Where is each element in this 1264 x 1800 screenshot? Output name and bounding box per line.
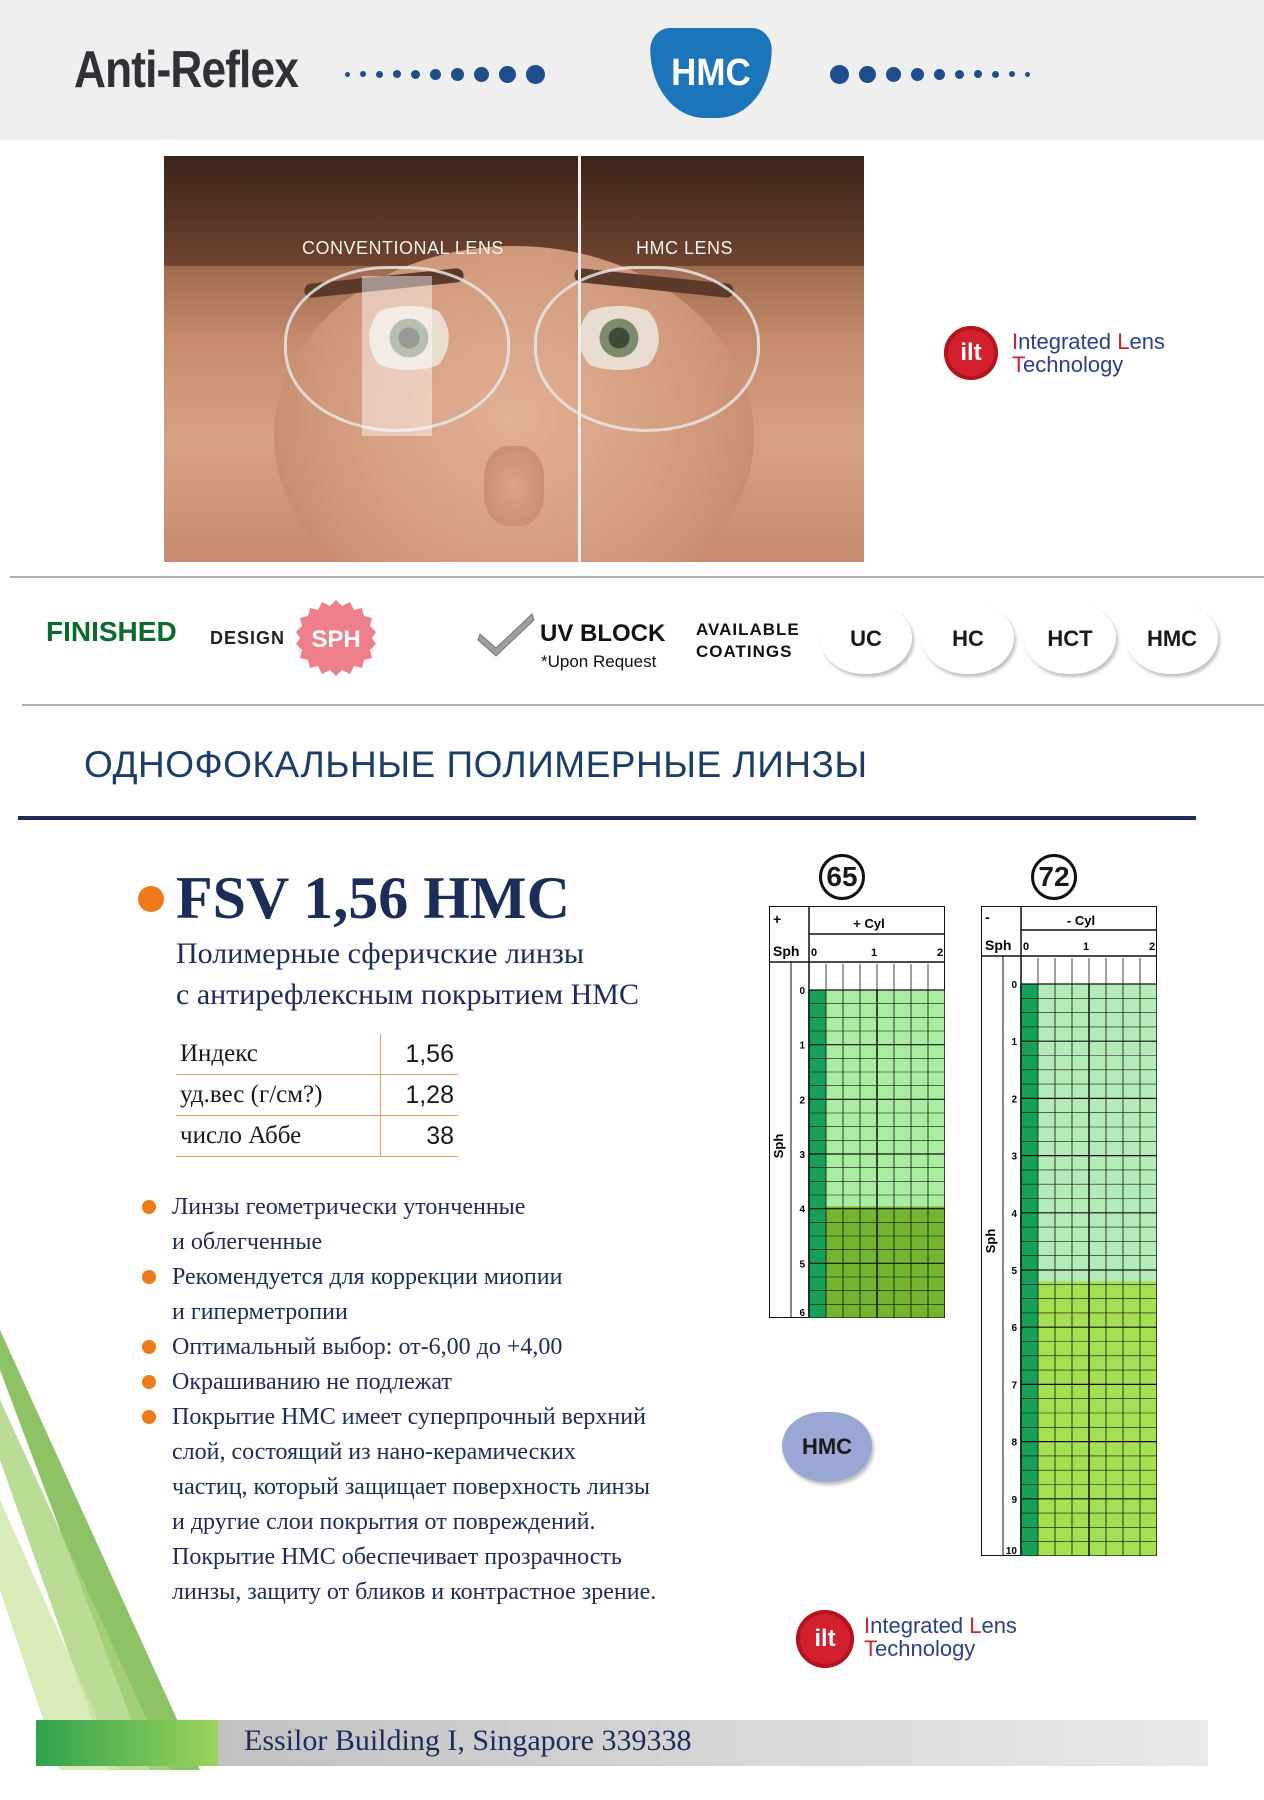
sph-axis-label: Sph	[983, 1228, 998, 1254]
sph-tick: 2	[799, 1095, 805, 1107]
sign-label: +	[773, 911, 782, 927]
dots-left	[345, 62, 545, 86]
feature-item: Рекомендуется для коррекции миопии и гиперметропии	[172, 1264, 563, 1325]
product-description-line2: с антирефлексным покрытием HMC	[176, 978, 639, 1011]
conventional-lens-label: CONVENTIONAL LENS	[302, 238, 504, 258]
product-title: FSV 1,56 HMC	[176, 865, 570, 931]
cyl-label: + Cyl	[853, 916, 885, 931]
sph-badge	[296, 598, 376, 678]
spec-value: 1,56	[381, 1034, 458, 1075]
sph-tick: 4	[799, 1204, 805, 1216]
range-grid-minus	[981, 906, 1157, 1556]
cyl-tick: 1	[1083, 941, 1090, 953]
sph-badge-icon	[296, 598, 376, 678]
finished-label: FINISHED	[46, 616, 177, 647]
sph-tick: 3	[1011, 1151, 1017, 1163]
spec-value: 1,28	[381, 1075, 458, 1116]
sph-tick: 1	[799, 1040, 805, 1052]
available-coatings-line2: COATINGS	[696, 642, 793, 661]
sph-tick: 6	[1011, 1323, 1017, 1335]
feature-item: Оптимальный выбор: от-6,00 до +4,00	[172, 1334, 563, 1360]
sph-tick: 3	[799, 1150, 805, 1161]
sph-tick: 1	[1011, 1037, 1017, 1049]
coating-hc: HC	[922, 604, 1014, 674]
cyl-tick: 2	[1149, 941, 1156, 953]
check-icon	[476, 608, 536, 658]
cyl-tick: 0	[811, 947, 818, 959]
design-label: DESIGN	[210, 628, 286, 648]
hmc-badge: HMC	[650, 28, 771, 118]
sph-tick: 9	[1011, 1494, 1017, 1506]
feature-bullet	[142, 1270, 156, 1284]
divider-top	[10, 576, 1264, 578]
spec-row	[176, 1075, 458, 1116]
sph-tick: 5	[799, 1259, 805, 1271]
sph-tick: 0	[799, 986, 805, 997]
brand-title: Anti-Reflex	[74, 41, 298, 99]
sph-tick: 0	[1011, 980, 1017, 991]
hmc-lens-label: HMC LENS	[636, 238, 734, 258]
coating-hct: HCT	[1024, 604, 1116, 674]
spec-row	[176, 1034, 458, 1075]
sph-tick: 7	[1011, 1380, 1017, 1392]
sph-tick: 10	[1005, 1546, 1017, 1556]
cyl-tick: 1	[871, 947, 878, 959]
lens-comparison-photo	[164, 156, 864, 562]
spec-label: уд.вес (г/см?)	[176, 1075, 381, 1116]
feature-item: Линзы геометрически утонченные и облегченные	[172, 1194, 526, 1255]
spec-table	[176, 1034, 458, 1157]
available-coatings-line1: AVAILABLE	[696, 620, 800, 639]
feature-item: Покрытие HMC имеет суперпрочный верхний слой, состоящий из нано-керамических частиц, который защищает поверхность линзы и другие слои покрытия от повреждений. Покрытие HMC обеспечивает прозрачность линзы, защиту от бликов и контрастное зрение.	[172, 1404, 657, 1605]
footer-address: Essilor Building I, Singapore 339338	[244, 1724, 692, 1757]
sph-tick: 2	[1011, 1094, 1017, 1106]
sph-badge-text: SPH	[311, 626, 361, 653]
diameter-65-badge: 65	[819, 854, 865, 900]
spec-value: 38	[381, 1116, 458, 1157]
feature-item: Окрашиванию не подлежат	[172, 1369, 452, 1395]
ilt-logo-text: Integrated Lens Technology	[1012, 329, 1165, 377]
spec-row	[176, 1116, 458, 1157]
ilt-logo-text: Integrated Lens Technology	[864, 1613, 1017, 1661]
cyl-tick: 2	[937, 947, 944, 959]
sign-label: -	[985, 909, 990, 925]
sph-tick: 5	[1011, 1266, 1017, 1277]
cyl-label: - Cyl	[1066, 913, 1096, 928]
uv-block-note: *Upon Request	[541, 652, 657, 671]
coating-hmc: HMC	[1126, 604, 1218, 674]
sph-tick: 4	[1011, 1208, 1017, 1220]
sph-header: Sph	[773, 943, 800, 959]
sph-tick: 6	[799, 1308, 805, 1318]
ilt-logo: ilt	[796, 1610, 854, 1668]
product-bullet	[138, 886, 164, 912]
divider-bottom	[22, 704, 1264, 706]
spec-label: Индекс	[176, 1034, 381, 1075]
photo-divider	[578, 156, 581, 562]
coating-uc: UC	[820, 604, 912, 674]
feature-bullet	[142, 1200, 156, 1214]
cyl-tick: 0	[1023, 941, 1030, 953]
diameter-72-badge: 72	[1031, 854, 1077, 900]
sph-tick: 8	[1011, 1437, 1017, 1449]
sph-header: Sph	[985, 937, 1012, 953]
footer-accent	[36, 1720, 218, 1766]
hmc-coating-badge: HMC	[782, 1412, 872, 1482]
spec-label: число Аббе	[176, 1116, 381, 1157]
section-rule	[18, 816, 1196, 820]
uv-block-title: UV BLOCK	[540, 620, 666, 647]
ilt-logo: ilt	[944, 326, 998, 380]
sph-axis-label: Sph	[771, 1133, 786, 1159]
product-description-line1: Полимерные сферичские линзы	[176, 937, 585, 970]
range-grid-plus	[769, 906, 945, 1318]
dots-right	[830, 62, 1030, 86]
section-title: ОДНОФОКАЛЬНЫЕ ПОЛИМЕРНЫЕ ЛИНЗЫ	[84, 744, 868, 785]
